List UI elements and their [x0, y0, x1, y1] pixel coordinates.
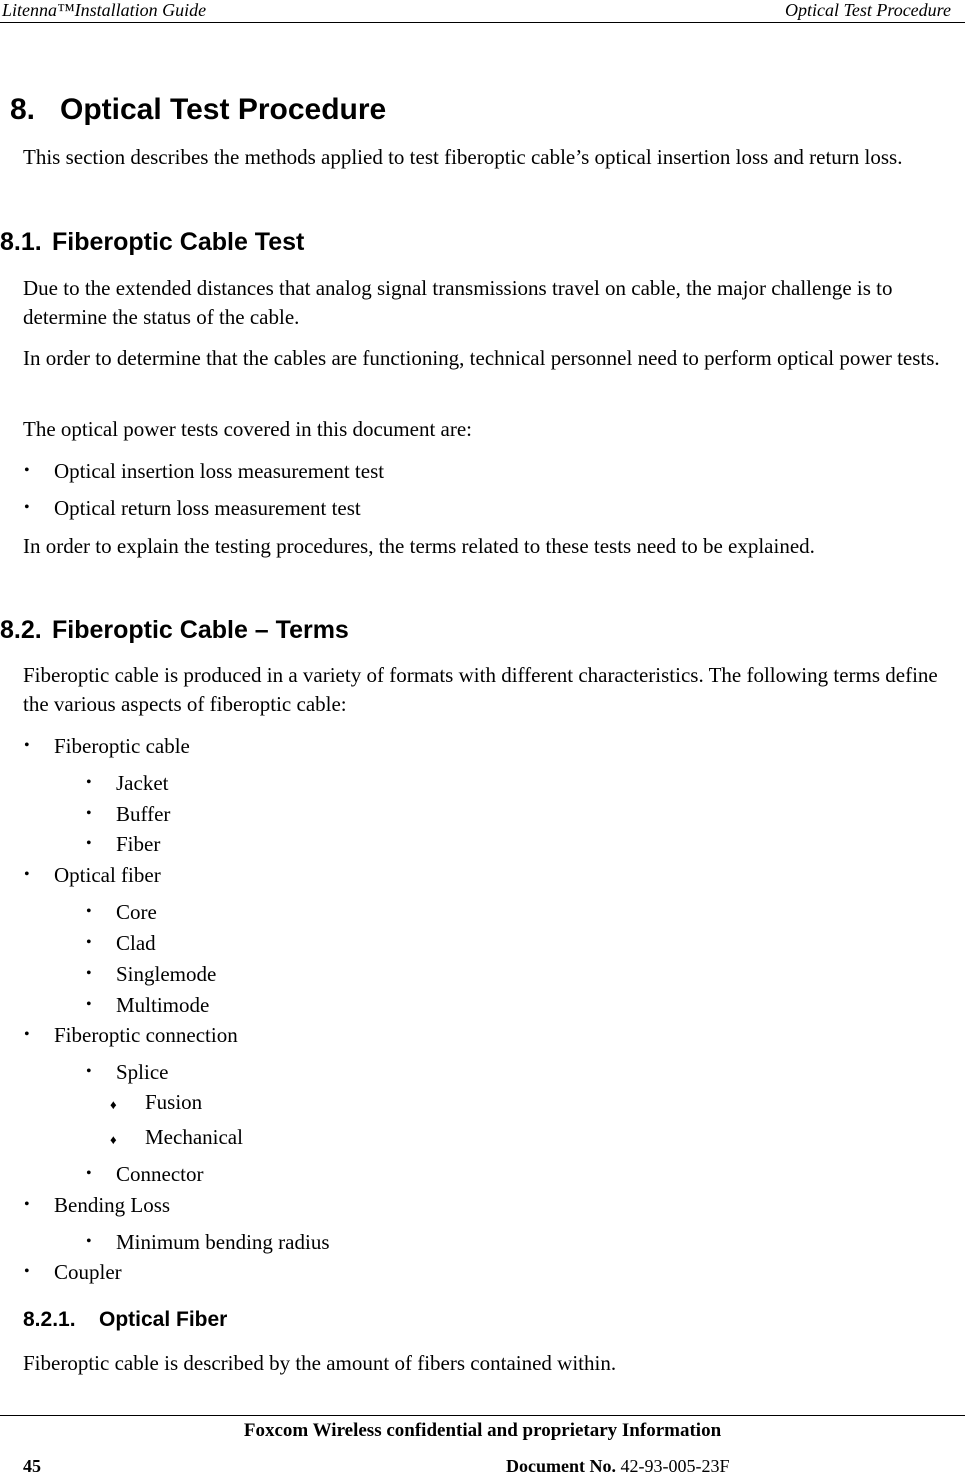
bullet-icon: • — [24, 1026, 30, 1043]
section-8-1-number: 8.1. — [0, 228, 42, 256]
bullet-icon: • — [24, 737, 30, 754]
bullet-icon: • — [86, 934, 92, 951]
document-number-label: Document No. — [506, 1456, 616, 1476]
section-8-2-title: Fiberoptic Cable – Terms — [52, 616, 349, 644]
bullet-icon: • — [86, 805, 92, 822]
bullet-icon: • — [86, 1063, 92, 1080]
document-number-value: 42-93-005-23F — [620, 1456, 730, 1476]
section-8-2-1-heading — [23, 1308, 227, 1332]
bullet-icon: • — [86, 774, 92, 791]
section-8-1-paragraph-2: In order to determine that the cables are functioning, technical personnel need to perform optical power tests. — [23, 346, 940, 370]
section-8-title: Optical Test Procedure — [60, 93, 387, 126]
section-8-1-paragraph-4: In order to explain the testing procedures, the terms related to these tests need to be explained. — [23, 534, 815, 558]
bullet-icon: • — [24, 866, 30, 883]
bullet-icon: • — [24, 499, 30, 516]
section-8-1-paragraph-3: The optical power tests covered in this document are: — [23, 417, 473, 441]
bullet-icon: • — [86, 903, 92, 920]
section-8-number: 8. — [10, 93, 36, 126]
section-8-2-1-paragraph-1: Fiberoptic cable is described by the amount of fibers contained within. — [23, 1351, 617, 1375]
document-number — [506, 1456, 730, 1477]
page-header — [0, 0, 965, 23]
section-8-heading — [10, 93, 386, 127]
section-8-2-1-title: Optical Fiber — [99, 1308, 228, 1331]
bullet-icon: • — [86, 1233, 92, 1250]
diamond-bullet-icon: ♦ — [110, 1132, 117, 1147]
section-8-intro: This section describes the methods applied to test fiberoptic cable’s optical insertion loss and return loss. — [23, 145, 903, 169]
section-8-1-paragraph-1: Due to the extended distances that analog signal transmissions travel on cable, the major challenge is to determine the status of the cable. — [23, 276, 893, 329]
diamond-bullet-icon: ♦ — [110, 1097, 117, 1112]
section-8-2-heading — [0, 616, 349, 645]
section-8-2-paragraph-1: Fiberoptic cable is produced in a variety of formats with different characteristics. The following terms define the various aspects of fiberoptic cable: — [23, 663, 938, 716]
section-8-1-title: Fiberoptic Cable Test — [52, 228, 305, 256]
section-8-2-1-number: 8.2.1. — [23, 1308, 76, 1331]
bullet-icon: • — [86, 996, 92, 1013]
bullet-icon: • — [86, 965, 92, 982]
bullet-icon: • — [86, 1165, 92, 1182]
header-section-title: Optical Test Procedure — [785, 0, 951, 20]
bullet-icon: • — [24, 1263, 30, 1280]
page-number: 45 — [23, 1456, 41, 1476]
header-doc-title: Litenna™Installation Guide — [2, 0, 207, 20]
footer-divider — [0, 1415, 965, 1416]
section-8-2-number: 8.2. — [0, 616, 42, 644]
section-8-1-heading — [0, 228, 304, 257]
bullet-icon: • — [24, 1196, 30, 1213]
bullet-icon: • — [24, 462, 30, 479]
footer-confidential: Foxcom Wireless confidential and proprietary Information — [243, 1420, 722, 1441]
bullet-icon: • — [86, 835, 92, 852]
